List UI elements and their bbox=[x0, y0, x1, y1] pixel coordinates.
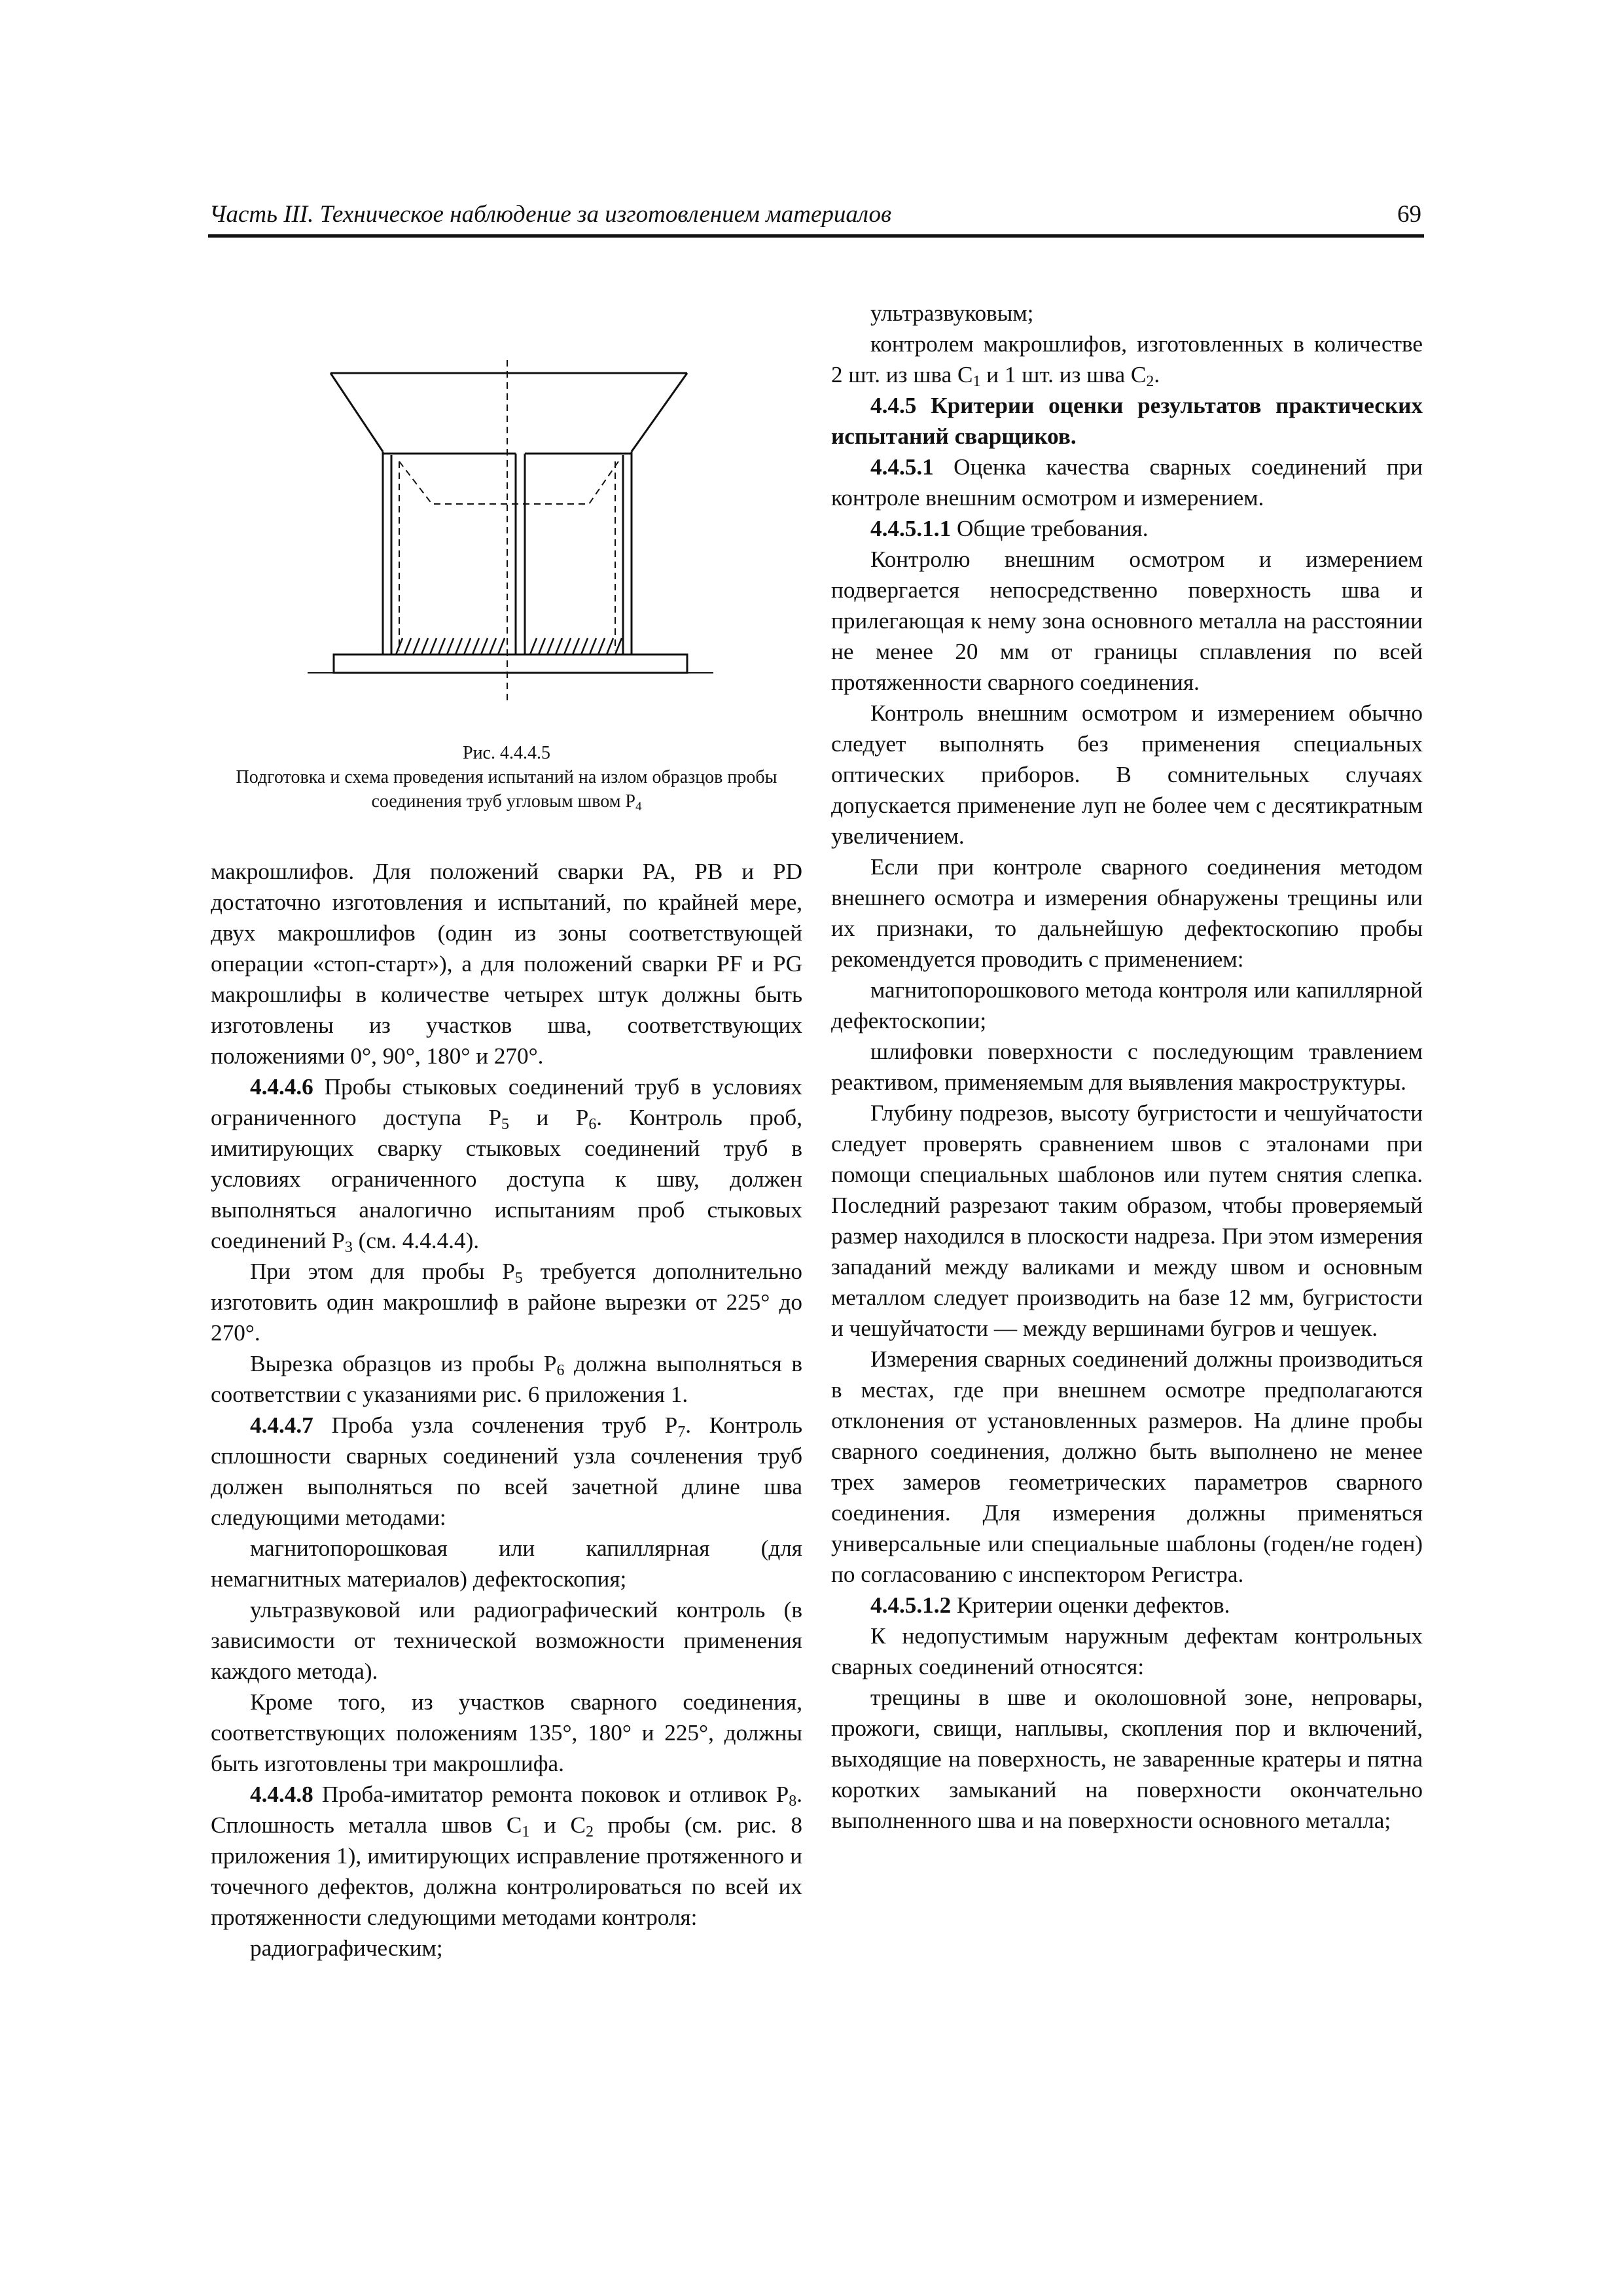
page-header bbox=[208, 196, 1424, 238]
list-item: шлифовки поверхности с последующим травлением реактивом, применяемым для выявления макроструктуры. bbox=[831, 1039, 1423, 1095]
section-heading: 4.4.5 Критерии оценки результатов практических испытаний сварщиков. bbox=[831, 393, 1423, 449]
weld-hatch-right bbox=[530, 638, 622, 655]
running-title: Часть III. Техническое наблюдение за изготовлением материалов bbox=[209, 201, 892, 228]
section-number: 4.4.5.1 bbox=[870, 454, 934, 480]
paragraph: 4.4.5.1.1 Общие требования. bbox=[870, 516, 1149, 541]
section-number: 4.4.4.6 bbox=[250, 1074, 313, 1100]
paragraph: 4.4.5.1.2 Критерии оценки дефектов. bbox=[870, 1592, 1230, 1618]
figure-caption bbox=[211, 741, 802, 814]
figure-diagram bbox=[308, 357, 713, 710]
funnel-right-side bbox=[632, 373, 687, 452]
paragraph: 4.4.4.7 Проба узла сочленения труб $P_7$. Контроль сплошности сварных соединений узла сочленения труб должен выполняться по всей зачетной длине шва следующими методами: bbox=[211, 1412, 802, 1530]
paragraph: Измерения сварных соединений должны производиться в местах, где при внешнем осмотре предполагаются отклонения от установленных размеров. На длине пробы сварного соединения, должно быть выполнено не менее трех замеров геометрических параметров сварного соединения. Для измерения должны применяться универсальные или специальные шаблоны (годен/не годен) по согласованию с инспектором Регистра. bbox=[831, 1346, 1423, 1587]
paragraph: 4.4.5.1 Оценка качества сварных соединений при контроле внешним осмотром и измерением. bbox=[831, 454, 1423, 511]
section-number: 4.4.4.8 bbox=[250, 1782, 313, 1807]
pipe-joint-diagram bbox=[308, 357, 713, 710]
right-column bbox=[831, 298, 1423, 1836]
weld-hatch-left bbox=[396, 638, 505, 655]
list-item: радиографическим; bbox=[250, 1935, 443, 1961]
paragraph: При этом для пробы $P_5$ требуется дополнительно изготовить один макрошлиф в районе вырезки от 225° до 270°. bbox=[211, 1259, 802, 1346]
paragraph: К недопустимым наружным дефектам контрольных сварных соединений относятся: bbox=[831, 1623, 1423, 1679]
paragraph: Контроль внешним осмотром и измерением обычно следует выполнять без применения специальных оптических приборов. В сомнительных случаях допускается применение луп не более чем с десятикратным увеличением. bbox=[831, 700, 1423, 849]
section-number: 4.4.4.7 bbox=[250, 1412, 313, 1438]
dashed-cut-profile bbox=[399, 461, 618, 504]
paragraph: Кроме того, из участков сварного соединения, соответствующих положениям 135°, 180° и 225°, должны быть изготовлены три макрошлифа. bbox=[211, 1689, 802, 1776]
funnel-left-side bbox=[330, 373, 383, 452]
section-number: 4.4.5.1.1 bbox=[870, 516, 952, 541]
figure-number: Рис. 4.4.4.5 bbox=[463, 743, 550, 763]
paragraph: Контролю внешним осмотром и измерением подвергается непосредственно поверхность шва и прилегающая к нему зона основного металла на расстоянии не менее 20 мм от границы сплавления по всей протяженности сварного соединения. bbox=[831, 547, 1423, 695]
left-column bbox=[211, 856, 802, 1964]
section-number: 4.4.5.1.2 bbox=[870, 1592, 952, 1618]
page-number: 69 bbox=[1397, 201, 1421, 228]
list-item: ультразвуковой или радиографический контроль (в зависимости от технической возможности применения каждого метода). bbox=[211, 1597, 802, 1684]
paragraph: макрошлифов. Для положений сварки PA, PB и PD достаточно изготовления и испытаний, по крайней мере, двух макрошлифов (один из зоны соответствующей операции «стоп-старт»), а для положений сварки PF и PG макрошлифы в количестве четырех штук должны быть изготовлены из участков шва, соответствующих положениями 0°, 90°, 180° и 270°. bbox=[211, 859, 802, 1069]
paragraph: Если при контроле сварного соединения методом внешнего осмотра и измерения обнаружены трещины или их признаки, то дальнейшую дефектоскопию пробы рекомендуется проводить с применением: bbox=[831, 854, 1423, 972]
paragraph: Глубину подрезов, высоту бугристости и чешуйчатости следует проверять сравнением швов с эталонами при помощи специальных шаблонов или путем снятия слепка. Последний разрезают таким образом, чтобы проверяемый размер находился в плоскости надреза. При этом измерения западаний между валиками и между швом и основным металлом следует производить на базе 12 мм, бугристости и чешуйчатости — между вершинами бугров и чешуек. bbox=[831, 1100, 1423, 1341]
base-plate bbox=[334, 655, 687, 673]
figure-caption-text: Подготовка и схема проведения испытаний на излом образцов пробы соединения труб угловым швом $P_4$ bbox=[236, 767, 777, 814]
list-item: контролем макрошлифов, изготовленных в количестве 2 шт. из шва $C_1$ и 1 шт. из шва $C_2$. bbox=[831, 331, 1423, 390]
list-item: магнитопорошкового метода контроля или капиллярной дефектоскопии; bbox=[831, 977, 1423, 1033]
paragraph: 4.4.4.8 Проба-имитатор ремонта поковок и отливок $P_8$. Сплошность металла швов $C_1$ и $C_2$ пробы (см. рис. 8 приложения 1), имитирующих исправление протяженного и точечного дефектов, должна контролироваться по всей их протяженности следующими методами контроля: bbox=[211, 1782, 802, 1930]
list-item: ультразвуковым; bbox=[870, 300, 1034, 326]
paragraph: 4.4.4.6 Пробы стыковых соединений труб в условиях ограниченного доступа $P_5$ и $P_6$. Контроль проб, имитирующих сварку стыковых соединений труб в условиях ограниченного доступа к шву, должен выполняться аналогично испытаниям проб стыковых соединений $P_3$ (см. 4.4.4.4). bbox=[211, 1074, 802, 1256]
list-item: магнитопорошковая или капиллярная (для немагнитных материалов) дефектоскопия; bbox=[211, 1535, 802, 1592]
paragraph: Вырезка образцов из пробы $P_6$ должна выполняться в соответствии с указаниями рис. 6 приложения 1. bbox=[211, 1351, 802, 1407]
list-item: трещины в шве и околошовной зоне, непровары, прожоги, свищи, наплывы, скопления пор и включений, выходящие на поверхность, не заваренные кратеры и пятна коротких замыканий на поверхности окончательно выполненного шва и на поверхности основного металла; bbox=[831, 1685, 1423, 1833]
